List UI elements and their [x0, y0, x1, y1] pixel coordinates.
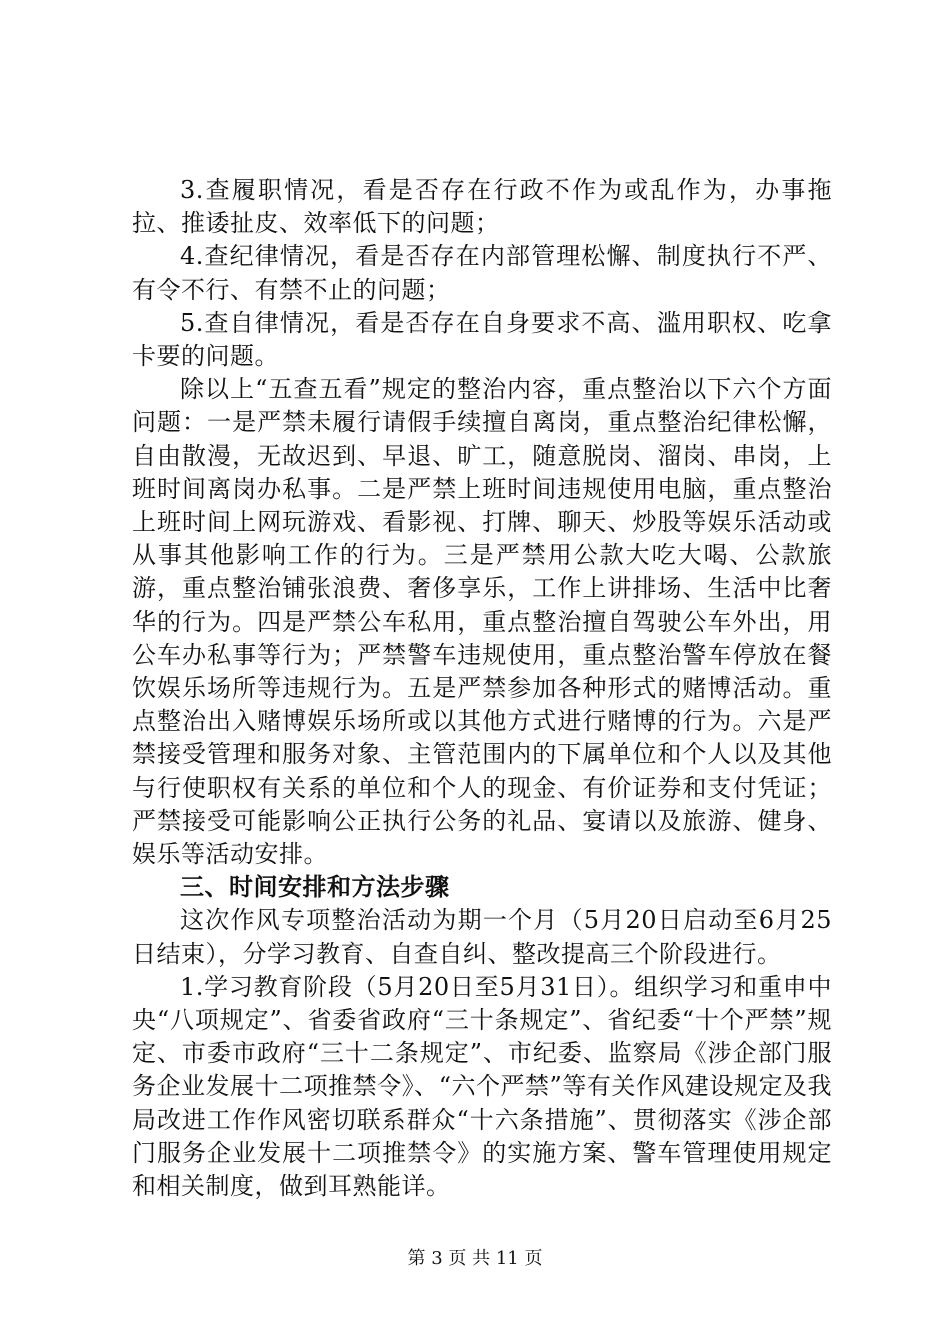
paragraph-six-issues: 除以上“五查五看”规定的整治内容，重点整治以下六个方面问题：一是严禁未履行请假手续擅自离岗，重点整治纪律松懈，自由散漫，无故迟到、早退、旷工，随意脱岗、溜岗、串岗，上班时间离岗办私事。二是严禁上班时间违规使用电脑，重点整治上班时间上网玩游戏、看影视、打牌、聊天、炒股等娱乐活动或从事其他影响工作的行为。三是严禁用公款大吃大喝、公款旅游，重点整治铺张浪费、奢侈享乐，工作上讲排场、生活中比奢华的行为。四是严禁公车私用，重点整治擅自驾驶公车外出，用公车办私事等行为；严禁警车违规使用，重点整治警车停放在餐饮娱乐场所等违规行为。五是严禁参加各种形式的赌博活动。重点整治出入赌博娱乐场所或以其他方式进行赌博的行为。六是严禁接受管理和服务对象、主管范围内的下属单位和个人以及其他与行使职权有关系的单位和个人的现金、有价证券和支付凭证；严禁接受可能影响公正执行公务的礼品、宴请以及旅游、健身、娱乐等活动安排。 [132, 375, 832, 869]
paragraph-check-self-discipline: 5.查自律情况，看是否存在自身要求不高、滥用职权、吃拿卡要的问题。 [132, 308, 832, 371]
page-footer: 第 3 页 共 11 页 [407, 1248, 543, 1269]
paragraph-check-duty: 3.查履职情况，看是否存在行政不作为或乱作为，办事拖拉、推诿扯皮、效率低下的问题； [132, 176, 832, 238]
section-heading: 三、时间安排和方法步骤 [180, 873, 450, 902]
document-body [132, 174, 832, 1203]
paragraph-schedule: 这次作风专项整治活动为期一个月（5月20日启动至6月25日结束），分学习教育、自查自纠、整改提高三个阶段进行。 [132, 906, 832, 968]
paragraph-check-discipline: 4.查纪律情况，看是否存在内部管理松懈、制度执行不严、有令不行、有禁不止的问题； [132, 242, 832, 304]
paragraph-study-phase: 1.学习教育阶段（5月20日至5月31日）。组织学习和重申中央“八项规定”、省委省政府“三十条规定”、省纪委“十个严禁”规定、市委市政府“三十二条规定”、市纪委、监察局《涉企部门服务企业发展十二项推禁令》、“六个严禁”等有关作风建设规定及我局改进工作作风密切联系群众“十六条措施”、贯彻落实《涉企部门服务企业发展十二项推禁令》的实施方案、警车管理使用规定和相关制度，做到耳熟能详。 [132, 972, 832, 1201]
